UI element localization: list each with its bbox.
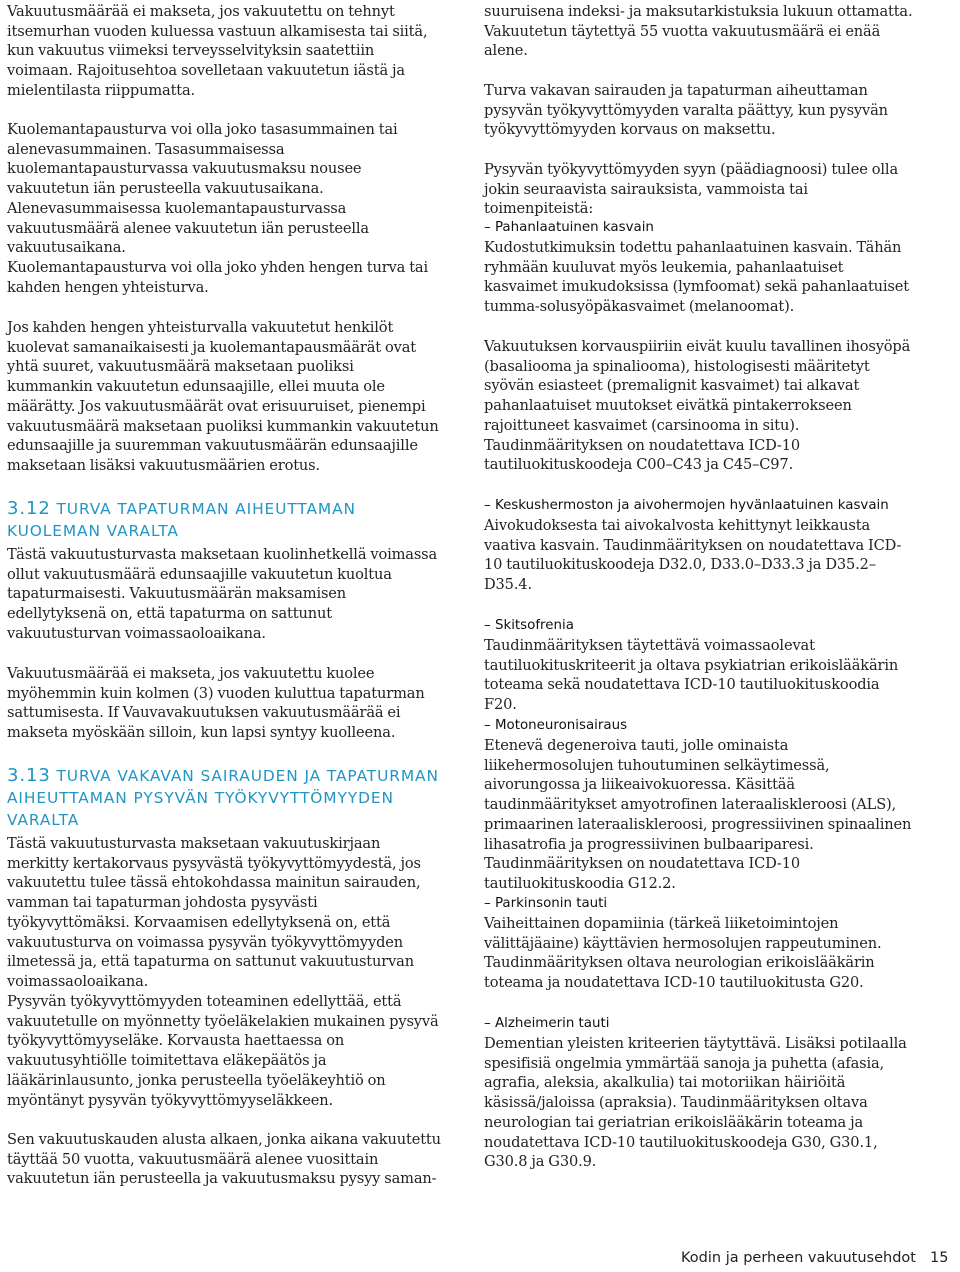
paragraph-motor-neuron-disease: Etenevä degeneroiva tauti, jolle ominaista liikehermosolujen tuhoutuminen selkäytimessä, aivorungossa ja liikeaivokuoressa. Käsittää taudinmääritykset amyotrofinen lateraaliskleroosi (ALS), primaarinen lateraaliskleroosi, progressiivinen spinaalinen lihasatrofia ja progressiivinen bulbaariparesi. Taudinmäärityksen on noudatettava ICD-10 tautiluokituskoodia G12.2. [484, 737, 912, 892]
heading-alzheimers: – Alzheimerin tauti [484, 1016, 610, 1031]
paragraph-benign-brain-tumour: Aivokudoksesta tai aivokalvosta kehittynyt leikkausta vaativa kasvain. Taudinmäärityksen on noudatettava ICD-10 tautiluokituskoodeja D32.0, D33.0–D33.3 ja D35.2–D35.4. [484, 517, 902, 594]
paragraph-accidental-death-limits: Vakuutusmäärää ei makseta, jos vakuutettu kuolee myöhemmin kuin kolmen (3) vuoden kuluttua tapaturman sattumisesta. If Vauvavakuutuksen vakuutusmäärää ei makseta myöskään silloin, kun lapsi syntyy kuolleena. [7, 665, 425, 742]
section-number: 3.12 [7, 498, 51, 519]
section-heading-3-12 [7, 498, 443, 542]
paragraph-malignant-tumour: Kudostutkimuksin todettu pahanlaatuinen kasvain. Tähän ryhmään kuuluvat myös leukemia, pahanlaatuiset kasvaimet imukudoksissa (lymfoomat) sekä pahanlaatuiset tumma-solusyöpäkasvaimet (melanoomat). [484, 239, 909, 316]
paragraph-indexed-amount: suuruisena indeksi- ja maksutarkistuksia lukuun ottamatta. Vakuutetun täytettyä 55 vuotta vakuutusmäärä ei enää alene. [484, 3, 913, 60]
footer-title: Kodin ja perheen vakuutusehdot [681, 1250, 916, 1266]
page-footer [681, 1250, 948, 1266]
paragraph-alzheimers: Dementian yleisten kriteerien täytyttävä. Lisäksi potilaalla spesifisiä ongelmia ymmärtää sanoja ja puhetta (afasia, agrafia, aleksia, akalkulia) tai motoriikan häiriöitä käsissä/jaloissa (apraksia). Taudinmäärityksen oltava neurologian tai geriatrian erikoislääkärin toteama ja noudatettava ICD-10 tautiluokituskoodeja G30, G30.1, G30.8 ja G30.9. [484, 1035, 907, 1171]
page-number: 15 [929, 1250, 949, 1266]
paragraph-cover-end: Turva vakavan sairauden ja tapaturman aiheuttaman pysyvän työkyvyttömyyden varalta päättyy, kun pysyvän työkyvyttömyyden korvaus on maksettu. [484, 82, 888, 139]
section-title: TURVA VAKAVAN SAIRAUDEN JA TAPATURMAN AIHEUTTAMAN PYSYVÄN TYÖKYVYTTÖMYYDEN VARALTA [7, 767, 439, 829]
heading-malignant-tumour: – Pahanlaatuinen kasvain [484, 220, 654, 235]
heading-benign-brain-tumour: – Keskushermoston ja aivohermojen hyvänlaatuinen kasvain [484, 498, 889, 513]
paragraph-diagnosis-list-intro: Pysyvän työkyvyttömyyden syyn (päädiagnoosi) tulee olla jokin seuraavista sairauksista, vammoista tai toimenpiteistä: [484, 161, 898, 218]
paragraph-joint-cover-payment: Jos kahden hengen yhteisturvalla vakuutetut henkilöt kuolevat samanaikaisesti ja kuolemantapausmäärät ovat yhtä suuret, vakuutusmäärä maksetaan puoliksi kummankin vakuutetun edunsaajille, ellei muuta ole määrätty. Jos vakuutusmäärät ovat erisuuruiset, pienempi vakuutusmäärä maksetaan puoliksi kummankin vakuutetun edunsaajille ja suuremman vakuutusmäärän edunsaajille maksetaan lisäksi vakuutusmäärien erotus. [7, 319, 439, 474]
paragraph-suicide-exclusion: Vakuutusmäärää ei makseta, jos vakuutettu on tehnyt itsemurhan vuoden kuluessa vastuun alkamisesta tai siitä, kun vakuutus viimeksi terveysselvityksin saatettiin voimaan. Rajoitusehtoa sovelletaan vakuutetun iästä ja mielentilasta riippumatta. [7, 3, 428, 99]
heading-parkinsons: – Parkinsonin tauti [484, 896, 608, 911]
section-heading-3-13 [7, 765, 443, 831]
paragraph-disability-payment: Tästä vakuutusturvasta maksetaan vakuutuskirjaan merkitty kertakorvaus pysyvästä työkyvyttömyydestä, jos vakuutettu tulee tässä ehtokohdassa mainitun sairauden, vamman tai tapaturman johdosta pysyvästi työkyvyttömäksi. Korvaamisen edellytyksenä on, että vakuutusturva on voimassa pysyvän työkyvyttömyyden ilmetessä ja, että tapaturma on sattunut vakuutusturvan voimassaoloaikana. [7, 835, 421, 990]
heading-schizophrenia: – Skitsofrenia [484, 618, 574, 633]
paragraph-accidental-death-payment: Tästä vakuutusturvasta maksetaan kuolinhetkellä voimassa ollut vakuutusmäärä edunsaajille vakuutetun kuoltua tapaturmaisesti. Vakuutusmäärän maksamisen edellytyksenä on, että tapaturma on sattunut vakuutusturvan voimassaoloaikana. [7, 546, 438, 642]
paragraph-death-cover-types: Kuolemantapausturva voi olla joko tasasummainen tai alenevasummainen. Tasasummaisessa kuolemantapausturvassa vakuutusmaksu nousee vakuutetun iän perusteella vakuutusaikana. Alenevasummaisessa kuolemantapausturvassa vakuutusmäärä alenee vakuutetun iän perusteella vakuutusaikana. [7, 121, 398, 257]
paragraph-parkinsons: Vaiheittainen dopamiinia (tärkeä liiketoimintojen välittäjäaine) käyttävien hermosolujen rappeutuminen. Taudinmäärityksen oltava neurologian erikoislääkärin toteama ja noudatettava ICD-10 tautiluokitusta G20. [484, 915, 882, 992]
paragraph-malignant-exclusions: Vakuutuksen korvauspiiriin eivät kuulu tavallinen ihosyöpä (basaliooma ja spinaliooma), histologisesti määritetyt syövän esiasteet (premalignit kasvaimet) tai alkavat pahanlaatuiset muutokset eivätkä pintakerrokseen rajoittuneet kasvaimet (carsinooma in situ). Taudinmäärityksen on noudatettava ICD-10 tautiluokituskoodeja C00–C43 ja C45–C97. [484, 338, 911, 474]
paragraph-age-reduction: Sen vakuutuskauden alusta alkaen, jonka aikana vakuutettu täyttää 50 vuotta, vakuutusmäärä alenee vuosittain vakuutetun iän perusteella ja vakuutusmaksu pysyy saman- [7, 1131, 441, 1188]
heading-motor-neuron-disease: – Motoneuronisairaus [484, 718, 628, 733]
paragraph-single-or-joint: Kuolemantapausturva voi olla joko yhden hengen turva tai kahden hengen yhteisturva. [7, 259, 428, 296]
paragraph-disability-requirements: Pysyvän työkyvyttömyyden toteaminen edellyttää, että vakuutetulle on myönnetty työeläkelakien mukainen pysyvä työkyvyttömyyseläke. Korvausta haettaessa on vakuutusyhtiölle toimitettava eläkepäätös ja lääkärinlausunto, jonka perusteella työeläkeyhtiö on myöntänyt pysyvän työkyvyttömyyseläkkeen. [7, 993, 439, 1109]
section-title: TURVA TAPATURMAN AIHEUTTAMAN KUOLEMAN VARALTA [7, 500, 356, 540]
paragraph-schizophrenia: Taudinmäärityksen täytettävä voimassaolevat tautiluokituskriteerit ja oltava psykiatrian erikoislääkärin toteama sekä noudatettava ICD-10 tautiluokituskoodia F20. [484, 637, 899, 714]
section-number: 3.13 [7, 765, 51, 786]
